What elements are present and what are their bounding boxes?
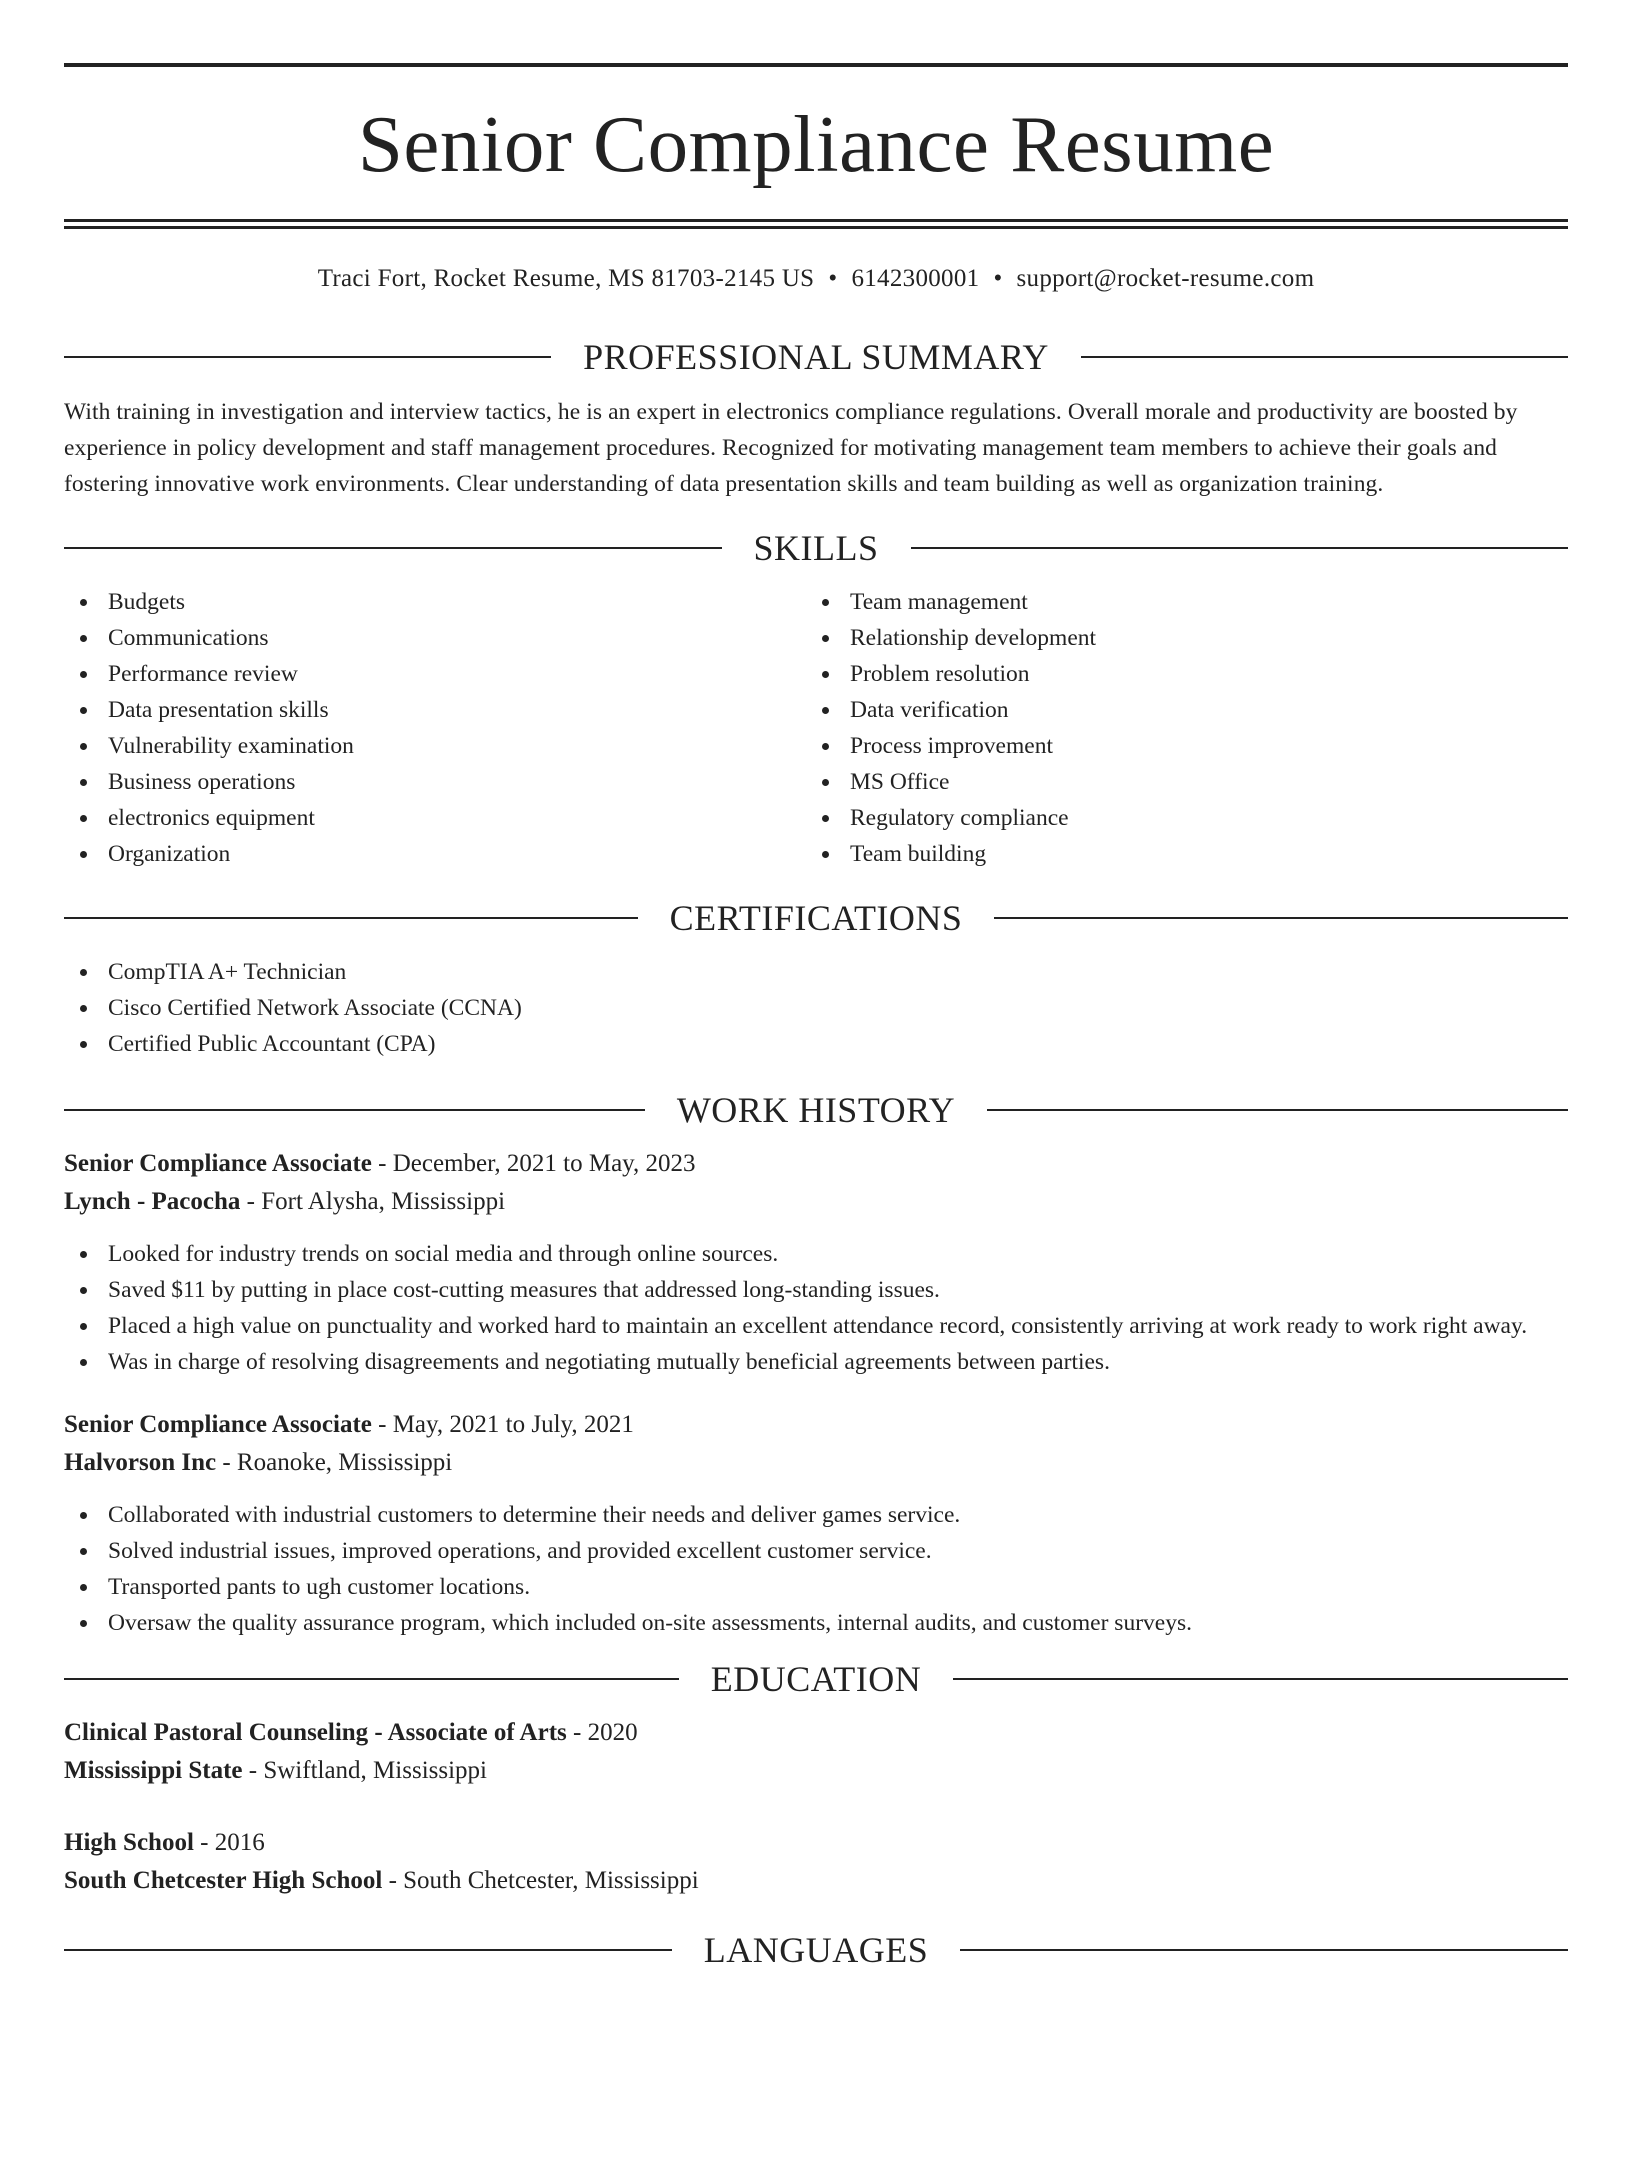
skill-item: MS Office (806, 764, 1548, 800)
job-bullet: Solved industrial issues, improved operations, and provided excellent customer service. (64, 1533, 1568, 1569)
contact-address: Traci Fort, Rocket Resume, MS 81703-2145 US (317, 265, 815, 292)
education-school-line (64, 1862, 1568, 1900)
contact-separator: • (828, 265, 838, 292)
education-heading-label: EDUCATION (710, 1659, 922, 1699)
skill-item: Business operations (64, 764, 806, 800)
job-location: - Fort Alysha, Mississippi (240, 1188, 506, 1215)
skill-item: electronics equipment (64, 800, 806, 836)
heading-rule-left (64, 356, 551, 358)
skill-item: Process improvement (806, 728, 1548, 764)
skills-list-right (806, 584, 1548, 872)
certifications-section-heading (64, 896, 1568, 940)
education-degree-line (64, 1714, 1568, 1752)
job-title: Senior Compliance Associate (64, 1411, 372, 1438)
skill-item: Budgets (64, 584, 806, 620)
summary-section-heading (64, 335, 1568, 379)
skills-list-left (64, 584, 806, 872)
heading-rule-left (64, 1949, 672, 1951)
education-year: - 2016 (193, 1829, 265, 1856)
heading-rule-left (64, 1109, 645, 1111)
education-degree-line (64, 1824, 1568, 1862)
job-bullet: Oversaw the quality assurance program, which included on-site assessments, internal audits, and customer surveys. (64, 1605, 1568, 1641)
top-rule (64, 63, 1568, 67)
skills-heading-label: SKILLS (753, 528, 879, 568)
heading-rule-right (953, 1678, 1568, 1680)
skill-item: Problem resolution (806, 656, 1548, 692)
education-school: South Chetcester High School (64, 1867, 383, 1894)
heading-rule-right (1081, 356, 1568, 358)
certifications-heading-label: CERTIFICATIONS (669, 898, 963, 938)
job-location: - Roanoke, Mississippi (216, 1449, 453, 1476)
job-company-line (64, 1183, 1568, 1221)
job-title-line (64, 1406, 1568, 1444)
skills-columns (64, 584, 1568, 872)
skill-item: Team management (806, 584, 1548, 620)
education-year: - 2020 (566, 1719, 638, 1746)
skill-item: Communications (64, 620, 806, 656)
contact-phone: 6142300001 (851, 265, 980, 292)
resume-page (0, 63, 1632, 2175)
education-degree: Clinical Pastoral Counseling - Associate of Arts (64, 1719, 567, 1746)
job-bullets (64, 1236, 1568, 1380)
job-bullet: Was in charge of resolving disagreements and negotiating mutually beneficial agreements between parties. (64, 1344, 1568, 1380)
languages-heading-label: LANGUAGES (703, 1930, 929, 1970)
skill-item: Organization (64, 836, 806, 872)
heading-rule-left (64, 917, 638, 919)
skill-item: Team building (806, 836, 1548, 872)
contact-email: support@rocket-resume.com (1016, 265, 1315, 292)
job-bullet: Transported pants to ugh customer locations. (64, 1569, 1568, 1605)
education-section-heading (64, 1657, 1568, 1701)
certification-item: Cisco Certified Network Associate (CCNA) (64, 990, 1568, 1026)
work-section-heading (64, 1088, 1568, 1132)
heading-rule-right (911, 547, 1569, 549)
heading-rule-left (64, 1678, 679, 1680)
certification-item: CompTIA A+ Technician (64, 954, 1568, 990)
heading-rule-right (960, 1949, 1568, 1951)
education-location: - South Chetcester, Mississippi (382, 1867, 699, 1894)
contact-separator: • (993, 265, 1003, 292)
education-school-line (64, 1752, 1568, 1790)
job-bullet: Saved $11 by putting in place cost-cutting measures that addressed long-standing issues. (64, 1272, 1568, 1308)
job-bullet: Collaborated with industrial customers to determine their needs and deliver games service. (64, 1497, 1568, 1533)
skill-item: Vulnerability examination (64, 728, 806, 764)
skill-item: Performance review (64, 656, 806, 692)
heading-rule-right (987, 1109, 1568, 1111)
job-company: Halvorson Inc (64, 1449, 217, 1476)
summary-heading-label: PROFESSIONAL SUMMARY (583, 337, 1049, 377)
certification-item: Certified Public Accountant (CPA) (64, 1026, 1568, 1062)
summary-text: With training in investigation and interview tactics, he is an expert in electronics compliance regulations. Overall morale and productivity are boosted by experience in policy development and staff management procedures. Recognized for motivating management team members to achieve their goals and fostering innovative work environments. Clear understanding of data presentation skills and team building as well as organization training. (64, 399, 1518, 497)
heading-rule-right (994, 917, 1568, 919)
education-school: Mississippi State (64, 1757, 243, 1784)
job-dates: - December, 2021 to May, 2023 (371, 1150, 696, 1177)
job-title: Senior Compliance Associate (64, 1150, 372, 1177)
job-title-line (64, 1145, 1568, 1183)
heading-rule-left (64, 547, 722, 549)
skill-item: Data presentation skills (64, 692, 806, 728)
job-dates: - May, 2021 to July, 2021 (371, 1411, 634, 1438)
certifications-list (64, 954, 1568, 1062)
skill-item: Regulatory compliance (806, 800, 1548, 836)
contact-line (64, 263, 1568, 295)
job-company-line (64, 1444, 1568, 1482)
skills-section-heading (64, 526, 1568, 570)
work-heading-label: WORK HISTORY (676, 1090, 956, 1130)
languages-section-heading (64, 1928, 1568, 1972)
title-double-rule (64, 219, 1568, 229)
education-degree: High School (64, 1829, 194, 1856)
job-bullet: Placed a high value on punctuality and worked hard to maintain an excellent attendance record, consistently arriving at work ready to work right away. (64, 1308, 1568, 1344)
job-bullets (64, 1497, 1568, 1641)
education-location: - Swiftland, Mississippi (242, 1757, 487, 1784)
job-bullet: Looked for industry trends on social media and through online sources. (64, 1236, 1568, 1272)
resume-title: Senior Compliance Resume (357, 99, 1275, 189)
skill-item: Relationship development (806, 620, 1548, 656)
job-company: Lynch - Pacocha (64, 1188, 241, 1215)
skill-item: Data verification (806, 692, 1548, 728)
